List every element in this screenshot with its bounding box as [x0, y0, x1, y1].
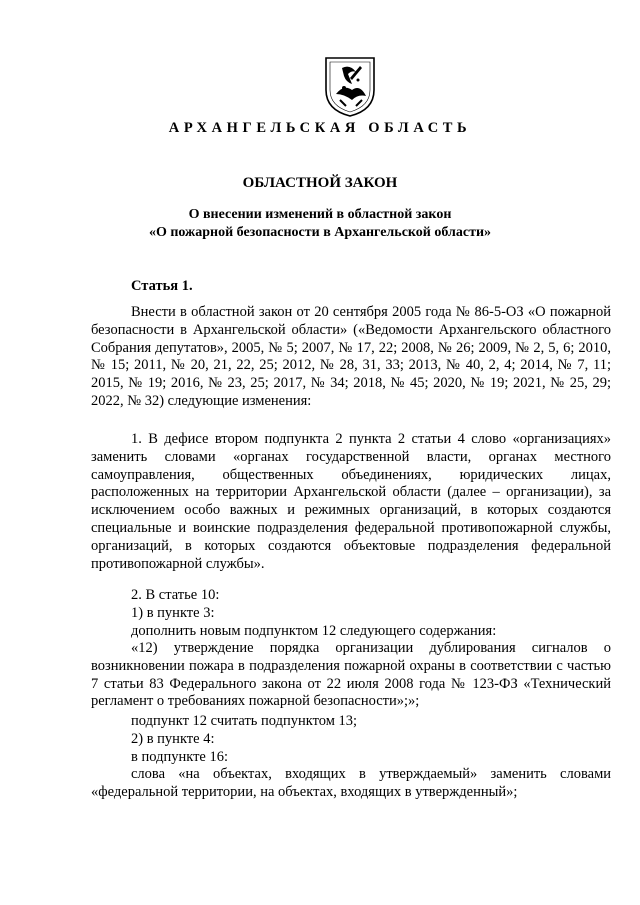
- amendment-item-1: 1. В дефисе втором подпункта 2 пункта 2 статьи 4 слово «организациях» заменить словами «органах государственной власти, органах местного самоуправления, общественных объединениях, юридических лицах, расположенных на территории Архангельской области (далее – организации), за исключением особо важных и режимных организаций, в которых создаются специальные и воинские подразделения федеральной противопожарной службы, организаций, в которых создаются объектовые подразделения федеральной противопожарной службы».: [91, 431, 611, 572]
- article-heading: Статья 1.: [131, 278, 193, 294]
- coat-of-arms-icon: [322, 54, 378, 118]
- law-title: [0, 206, 640, 242]
- subitem-16: в подпункте 16:: [131, 749, 228, 765]
- law-title-line-2: «О пожарной безопасности в Архангельской области»: [148, 225, 492, 240]
- new-subitem-quote: «12) утверждение порядка организации дублирования сигналов о возникновении пожара в подразделения пожарной охраны в соответствии с частью 7 статьи 83 Федерального закона от 22 июля 2008 года № 123-ФЗ «Технический регламент о требованиях пожарной безопасности»;»;: [91, 640, 611, 710]
- article-intro-paragraph: Внести в областной закон от 20 сентября 2005 года № 86-5-ОЗ «О пожарной безопасности в Архангельской области» («Ведомости Архангельского областного Собрания депутатов», 2005, № 5; 2007, № 17, 22; 2008, № 26; 2009, № 2, 5, 6; 2010, № 15; 2011, № 20, 21, 22, 25; 2012, № 28, 31, 33; 2013, № 40, 2, 4; 2014, № 7, 11; 2015, № 19; 2016, № 23, 25; 2017, № 34; 2018, № 45; 2020, № 19; 2021, № 25, 29; 2022, № 32) следующие изменения:: [91, 304, 611, 409]
- add-subitem-text: дополнить новым подпунктом 12 следующего содержания:: [131, 623, 497, 639]
- renumber-text: подпункт 12 считать подпунктом 13;: [131, 713, 358, 729]
- subitem-2: 2) в пункте 4:: [131, 731, 215, 747]
- law-title-line-1: О внесении изменений в областной закон: [188, 207, 452, 222]
- word-replacement-text: слова «на объектах, входящих в утверждаемый» заменить словами «федеральной территории, на объектах, входящих в утвержденный»;: [91, 766, 611, 800]
- region-name: АРХАНГЕЛЬСКАЯ ОБЛАСТЬ: [168, 120, 472, 136]
- amendment-item-2: 2. В статье 10:: [131, 587, 220, 603]
- law-type: ОБЛАСТНОЙ ЗАКОН: [242, 175, 398, 191]
- subitem-1: 1) в пункте 3:: [131, 605, 215, 621]
